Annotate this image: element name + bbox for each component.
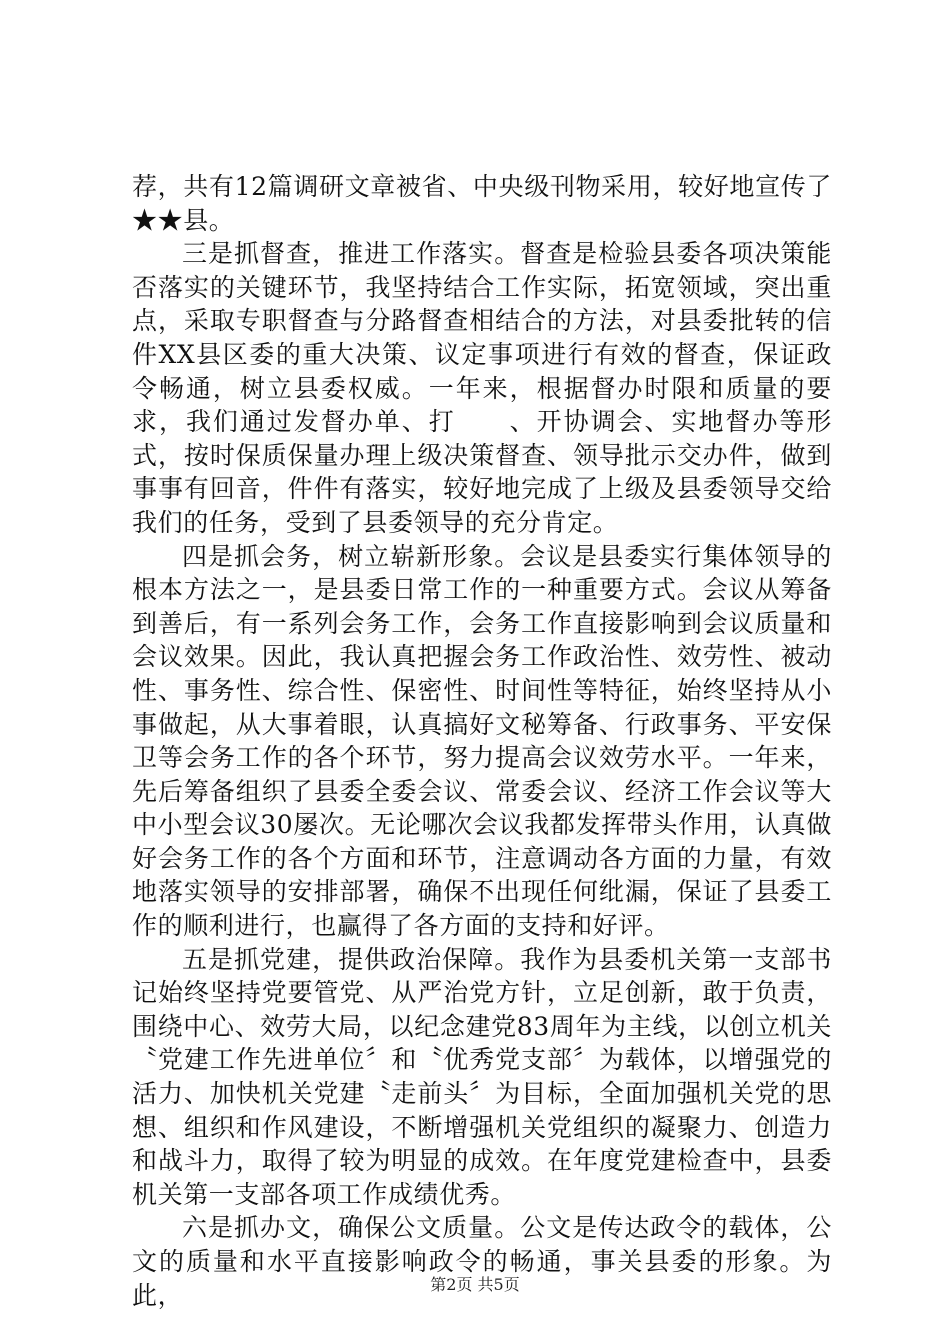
document-body xyxy=(132,170,832,1312)
page-footer: 第2页 共5页 xyxy=(430,1275,520,1294)
paragraph-meetings: 四是抓会务，树立崭新形象。会议是县委实行集体领导的根本方法之一，是县委日常工作的一种重要方式。会议从筹备到善后，有一系列会务工作，会务工作直接影响到会议质量和会议效果。因此，我认真把握会务工作政治性、效劳性、被动性、事务性、综合性、保密性、时间性等特征，始终坚持从小事做起，从大事着眼，认真搞好文秘筹备、行政事务、平安保卫等会务工作的各个环节，努力提高会议效劳水平。一年来，先后筹备组织了县委全委会议、常委会议、经济工作会议等大中小型会议30屡次。无论哪次会议我都发挥带头作用，认真做好会务工作的各个方面和环节，注意调动各方面的力量，有效地落实领导的安排部署，确保不出现任何纰漏，保证了县委工作的顺利进行，也赢得了各方面的支持和好评。 xyxy=(132,541,832,941)
paragraph-party-building: 五是抓党建，提供政治保障。我作为县委机关第一支部书记始终坚持党要管党、从严治党方针，立足创新，敢于负责，围绕中心、效劳大局，以纪念建党83周年为主线，以创立机关〝党建工作先进单位〞和〝优秀党支部〞为载体，以增强党的活力、加快机关党建〝走前头〞为目标，全面加强机关党的思想、组织和作风建设，不断增强机关党组织的凝聚力、创造力和战斗力，取得了较为明显的成效。在年度党建检查中，县委机关第一支部各项工作成绩优秀。 xyxy=(132,944,832,1209)
paragraph-documents: 六是抓办文，确保公文质量。公文是传达政令的载体，公文的质量和水平直接影响政令的畅通，事关县委的形象。为此， xyxy=(132,1213,832,1310)
paragraph-supervision: 三是抓督查，推进工作落实。督查是检验县委各项决策能否落实的关键环节，我坚持结合工作实际，拓宽领域，突出重点，采取专职督查与分路督查相结合的方法，对县委批转的信件XX县区委的重大决策、议定事项进行有效的督查，保证政令畅通，树立县委权威。一年来，根据督办时限和质量的要求，我们通过发督办单、打 、开协调会、实地督办等形式，按时保质保量办理上级决策督查、领导批示交办件，做到事事有回音，件件有落实，较好地完成了上级及县委领导交给我们的任务，受到了县委领导的充分肯定。 xyxy=(132,239,832,537)
continuation-paragraph: 荐，共有12篇调研文章被省、中央级刊物采用，较好地宣传了★★县。 xyxy=(132,172,832,235)
